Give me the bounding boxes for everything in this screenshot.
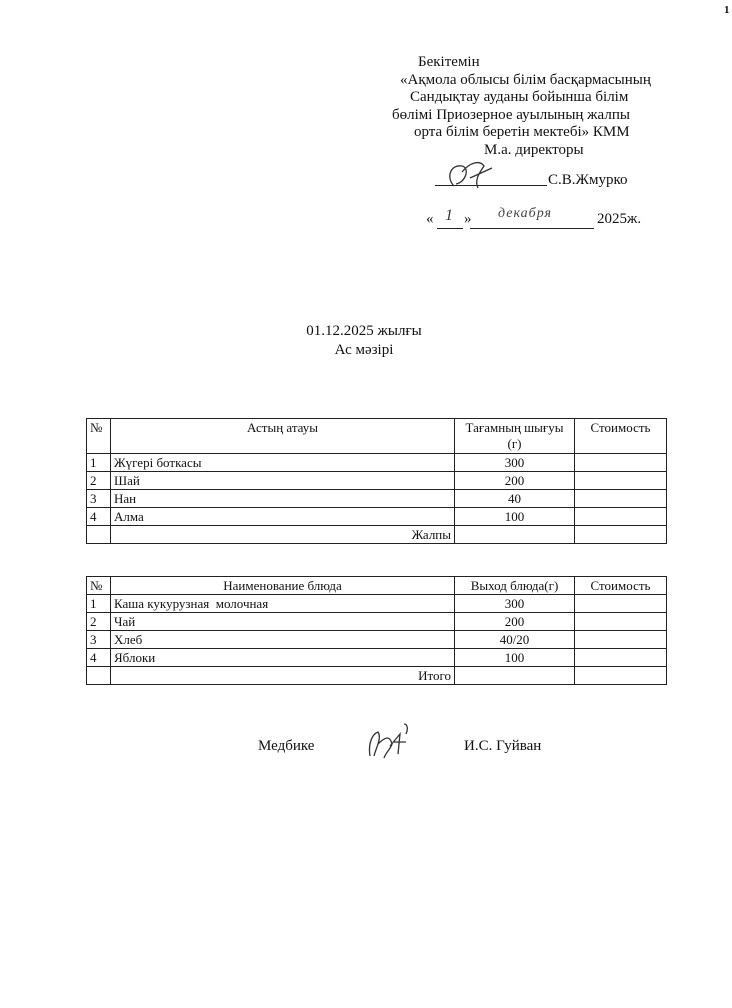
row-dish-name: Яблоки (111, 649, 455, 667)
row-cost (575, 508, 667, 526)
row-cost (575, 649, 667, 667)
row-cost (575, 595, 667, 613)
row-dish-name: Шай (111, 472, 455, 490)
approval-line-3: Сандықтау ауданы бойынша білім (410, 89, 629, 105)
approval-date-close-quote: » (464, 211, 472, 227)
menu-title: Ас мәзірі (334, 342, 394, 358)
nurse-signature (364, 722, 414, 764)
table-header-row (87, 577, 667, 595)
table-total-row (87, 526, 667, 544)
row-dish-name: Хлеб (111, 631, 455, 649)
header-number: № (87, 577, 111, 595)
approval-block (380, 54, 680, 159)
total-cost-cell (575, 526, 667, 544)
row-output: 40 (455, 490, 575, 508)
total-cost-cell (575, 667, 667, 685)
table-row (87, 631, 667, 649)
header-dish-name: Наименование блюда (111, 577, 455, 595)
row-number: 2 (87, 613, 111, 631)
table-row (87, 472, 667, 490)
director-name: С.В.Жмурко (548, 172, 628, 188)
approval-line-2: «Ақмола облысы білім басқармасының (400, 71, 651, 88)
approval-date-day: 1 (445, 207, 453, 224)
row-number: 3 (87, 631, 111, 649)
table-total-row (87, 667, 667, 685)
approval-line-4: бөлімі Приозерное ауылының жалпы (392, 106, 630, 123)
row-output: 40/20 (455, 631, 575, 649)
table-header-row (87, 419, 667, 454)
nurse-name: И.С. Гуйван (464, 738, 542, 754)
row-cost (575, 631, 667, 649)
approval-date-month-line (470, 228, 594, 229)
table-row (87, 595, 667, 613)
row-number: 4 (87, 508, 111, 526)
header-output: Тағамның шығуы (г) (455, 419, 575, 454)
row-dish-name: Нан (111, 490, 455, 508)
table-row (87, 649, 667, 667)
row-output: 200 (455, 613, 575, 631)
director-signature (440, 158, 500, 192)
approval-date-day-line (437, 228, 463, 229)
approval-title: Бекітемін (418, 54, 480, 70)
row-number: 4 (87, 649, 111, 667)
table-row (87, 508, 667, 526)
row-number: 1 (87, 454, 111, 472)
total-output-cell (455, 526, 575, 544)
row-output: 300 (455, 454, 575, 472)
row-output: 100 (455, 508, 575, 526)
header-number: № (87, 419, 111, 454)
row-output: 200 (455, 472, 575, 490)
table-row (87, 490, 667, 508)
approval-position: М.а. директоры (484, 141, 584, 158)
approval-date-year: 2025ж. (597, 211, 642, 227)
total-label: Итого (111, 667, 455, 685)
row-output: 100 (455, 649, 575, 667)
row-number: 1 (87, 595, 111, 613)
row-dish-name: Жүгері боткасы (111, 454, 455, 472)
row-number: 3 (87, 490, 111, 508)
menu-table-russian (86, 576, 667, 685)
row-cost (575, 472, 667, 490)
total-label: Жалпы (111, 526, 455, 544)
approval-date-month: декабря (498, 206, 553, 221)
header-cost: Стоимость (575, 419, 667, 454)
nurse-role: Медбике (258, 738, 315, 754)
table-row (87, 613, 667, 631)
approval-date-open-quote: « (426, 211, 434, 227)
header-cost: Стоимость (575, 577, 667, 595)
header-dish-name: Астың атауы (111, 419, 455, 454)
header-output: Выход блюда(г) (455, 577, 575, 595)
approval-line-5: орта білім беретін мектебі» КММ (414, 124, 630, 140)
row-cost (575, 454, 667, 472)
table-row (87, 454, 667, 472)
corner-mark: 1 (724, 4, 730, 16)
row-dish-name: Каша кукурузная молочная (111, 595, 455, 613)
row-cost (575, 490, 667, 508)
row-dish-name: Чай (111, 613, 455, 631)
total-output-cell (455, 667, 575, 685)
row-number: 2 (87, 472, 111, 490)
row-output: 300 (455, 595, 575, 613)
row-dish-name: Алма (111, 508, 455, 526)
total-empty-cell (87, 526, 111, 544)
row-cost (575, 613, 667, 631)
menu-date: 01.12.2025 жылғы (306, 323, 422, 339)
menu-table-kazakh (86, 418, 667, 544)
total-empty-cell (87, 667, 111, 685)
